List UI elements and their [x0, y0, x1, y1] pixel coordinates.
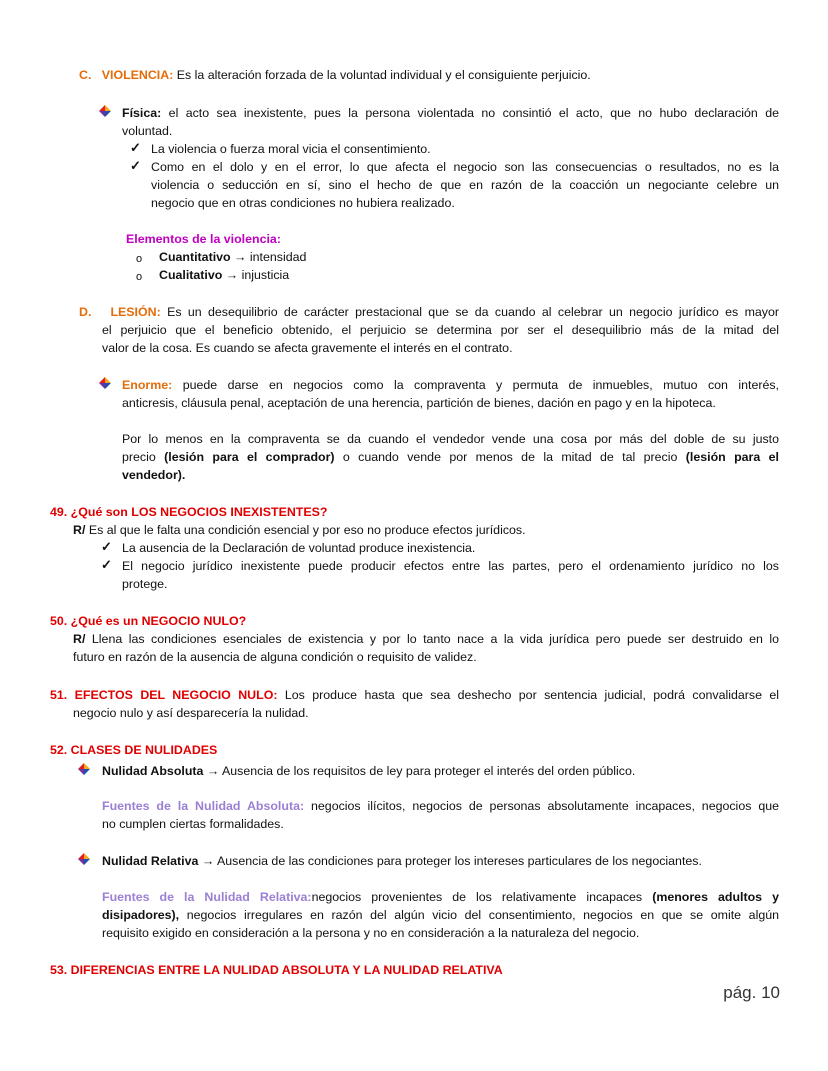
elementos-heading: Elementos de la violencia:: [126, 232, 281, 246]
enorme-line-2: anticresis, cláusula penal, aceptación de una herencia, partición de bienes, dación en pago y en la hipoteca.: [122, 396, 716, 410]
fisica-text: el acto sea inexistente, pues la persona violentada no consintió el acto, que no hubo declaración de: [168, 106, 779, 120]
bold-span: (menores adultos y: [652, 890, 779, 904]
fuentes-relativa-label: Fuentes de la Nulidad Relativa:: [102, 890, 312, 904]
hollow-circle-bullet-icon: o: [136, 253, 143, 265]
question-50-answer-line-2: futuro en razón de la ausencia de alguna condición o requisito de validez.: [73, 650, 477, 664]
elemento-label: Cuantitativo: [159, 250, 231, 264]
checkmark-icon: ✓: [101, 557, 112, 572]
text-span: precio: [122, 450, 156, 464]
question-52-title: 52. CLASES DE NULIDADES: [50, 743, 218, 757]
section-d-line-3: valor de la cosa. Es cuando se afecta gravemente el interés en el contrato.: [102, 341, 513, 355]
nulidad-relativa-text: Ausencia de las condiciones para proteger los intereses particulares de los negociantes.: [217, 854, 702, 868]
colored-arrow-bullet-icon: [78, 853, 90, 865]
nulidad-absoluta-text: Ausencia de los requisitos de ley para proteger el interés del orden público.: [222, 764, 636, 778]
section-d-line-2: el perjuicio que el beneficio obtenido, el perjuicio se determina por ser el desequilibrio más de la mitad del: [102, 323, 779, 337]
check-item: La ausencia de la Declaración de voluntad produce inexistencia.: [122, 541, 476, 555]
nulidad-absoluta-line: [102, 762, 635, 780]
fuentes-absoluta-label: Fuentes de la Nulidad Absoluta:: [102, 799, 305, 813]
question-51-text: Los produce hasta que sea deshecho por sentencia judicial, podrá convalidarse el: [284, 688, 780, 702]
colored-arrow-bullet-icon: [78, 763, 90, 775]
bold-span: (lesión para el: [685, 450, 779, 464]
bold-span: disipadores),: [102, 908, 180, 922]
enorme-line-1: [122, 376, 779, 394]
colored-arrow-bullet-icon: [99, 377, 111, 389]
nulidad-relativa-line: [102, 852, 702, 870]
fuentes-relativa-line-1: [102, 888, 779, 906]
elemento-value: injusticia: [241, 268, 290, 282]
fuentes-absoluta-line-1: [102, 797, 779, 815]
check-item-line-1: Como en el dolo y en el error, lo que afecta el negocio son las consecuencias o resultados, no es la: [151, 160, 779, 174]
fuentes-absoluta-text: negocios ilícitos, negocios de personas absolutamente incapaces, negocios que: [311, 799, 779, 813]
check-item-line-1: El negocio jurídico inexistente puede producir efectos entre las partes, pero el ordenamiento jurídico no los: [122, 559, 779, 573]
section-c-heading: [79, 66, 779, 84]
bold-span: vendedor).: [122, 468, 186, 482]
section-text: Es un desequilibrio de carácter prestacional que se da cuando al celebrar un negocio jurídico es mayor: [167, 305, 780, 319]
colored-arrow-bullet-icon: [99, 105, 111, 117]
check-item: La violencia o fuerza moral vicia el consentimiento.: [151, 142, 431, 156]
right-arrow-icon: →: [225, 268, 239, 282]
elemento-label: Cualitativo: [159, 268, 223, 282]
right-arrow-icon: →: [206, 764, 220, 778]
section-d-line-1: [79, 303, 779, 321]
check-item-line-2: protege.: [122, 577, 168, 591]
question-50-title: 50. ¿Qué es un NEGOCIO NULO?: [50, 614, 247, 628]
compraventa-line-1: Por lo menos en la compraventa se da cuando el vendedor vende una cosa por más del doble de su justo: [122, 432, 779, 446]
elemento-cualitativo: [159, 266, 289, 284]
section-title: LESIÓN:: [110, 305, 161, 319]
section-letter: C.: [79, 68, 92, 82]
checkmark-icon: ✓: [101, 539, 112, 554]
nulidad-relativa-label: Nulidad Relativa: [102, 854, 199, 868]
text-span: o cuando vende por menos de la mitad de tal precio: [342, 450, 678, 464]
question-51-line-2: negocio nulo y así desparecería la nulidad.: [73, 706, 309, 720]
enorme-text: puede darse en negocios como la compraventa y permuta de inmuebles, mutuo con interés,: [182, 378, 779, 392]
enorme-label: Enorme:: [122, 378, 173, 392]
hollow-circle-bullet-icon: o: [136, 271, 143, 283]
bold-span: (lesión para el comprador): [164, 450, 335, 464]
fisica-label: Física:: [122, 106, 162, 120]
nulidad-absoluta-label: Nulidad Absoluta: [102, 764, 204, 778]
fuentes-relativa-line-3: requisito exigido en consideración a la persona y no en consideración a la naturaleza del negocio.: [102, 926, 640, 940]
question-53-title: 53. DIFERENCIAS ENTRE LA NULIDAD ABSOLUTA Y LA NULIDAD RELATIVA: [50, 963, 503, 977]
section-letter: D.: [79, 305, 92, 319]
fuentes-relativa-text: negocios provenientes de los relativamente incapaces: [311, 890, 643, 904]
question-51-title: 51. EFECTOS DEL NEGOCIO NULO:: [50, 688, 278, 702]
question-49-title: 49. ¿Qué son LOS NEGOCIOS INEXISTENTES?: [50, 505, 328, 519]
checkmark-icon: ✓: [130, 140, 141, 155]
answer-marker: R/: [73, 632, 86, 646]
check-item-line-3: negocio que en otras condiciones no hubiera realizado.: [151, 196, 455, 210]
compraventa-line-2: [122, 448, 779, 466]
right-arrow-icon: →: [234, 250, 247, 264]
right-arrow-icon: →: [201, 854, 215, 868]
elemento-cuantitativo: [159, 248, 306, 266]
elemento-value: intensidad: [249, 250, 307, 264]
fuentes-absoluta-line-2: no cumplen ciertas formalidades.: [102, 817, 284, 831]
fuentes-relativa-line-2: [102, 906, 779, 924]
answer-text: Es al que le falta una condición esencial y por eso no produce efectos jurídicos.: [88, 523, 526, 537]
question-49-answer: [73, 521, 779, 539]
page-number: pág. 10: [723, 983, 780, 1002]
question-50-answer-line-1: [73, 630, 779, 648]
answer-marker: R/: [73, 523, 86, 537]
fisica-line-1: [122, 104, 779, 122]
section-text: Es la alteración forzada de la voluntad individual y el consiguiente perjuicio.: [176, 68, 591, 82]
answer-text: Llena las condiciones esenciales de existencia y por lo tanto nace a la vida jurídica pero puede ser destruido en lo: [91, 632, 779, 646]
compraventa-line-3: [122, 466, 185, 484]
checkmark-icon: ✓: [130, 158, 141, 173]
fuentes-relativa-text: negocios irregulares en razón del algún vicio del consentimiento, negocios en que se omite algún: [186, 908, 779, 922]
fisica-line-2: voluntad.: [122, 124, 173, 138]
section-title: VIOLENCIA:: [101, 68, 174, 82]
check-item-line-2: violencia o seducción en sí, sino el hecho de que en razón de la coacción un negociante celebre un: [151, 178, 779, 192]
question-51-line-1: [50, 686, 779, 704]
